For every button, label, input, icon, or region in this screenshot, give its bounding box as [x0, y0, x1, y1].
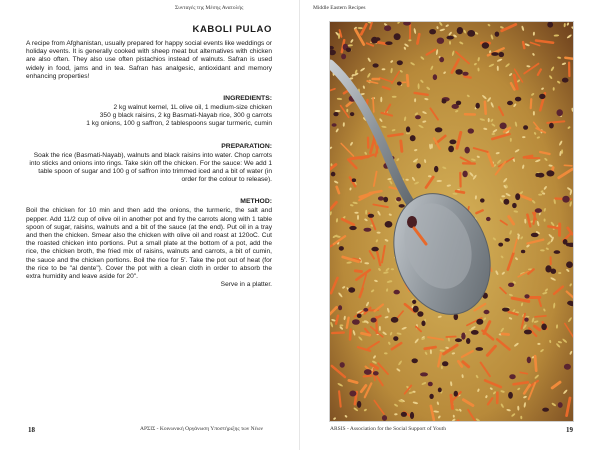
preparation-heading: PREPARATION: — [221, 142, 272, 150]
preparation-text: Soak the rice (Basmati-Nayab), walnuts and black raisins into water. Chop carrots into sticks and onions into rings. Take skin off the chicken. For the sauce: We add 1 table spoon of sugar and 100 g of saffron into trimmed iced and a bit of water (in order for the colour to release). — [29, 151, 272, 184]
page-number-right: 19 — [566, 426, 573, 434]
ingredient-line: 2 kg walnut kernel, 1L olive oil, 1 medium-size chicken — [113, 104, 272, 112]
ingredient-line: 1 kg onions, 100 g saffron, 2 tablespoons sugar turmeric, cumin — [86, 120, 272, 128]
page-number-left: 18 — [28, 426, 35, 434]
running-head-right: Middle Eastern Recipes — [313, 5, 366, 11]
ingredients-heading: INGREDIENTS: — [223, 95, 272, 103]
running-head-left: Συνταγές της Μέσης Ανατολής — [175, 5, 244, 11]
kaboli-pulao-photo — [329, 21, 574, 422]
method-heading: METHOD: — [240, 198, 272, 206]
ingredients-list — [26, 104, 272, 129]
method-text: Boil the chicken for 10 min and then add the onions, the turmeric, the salt and pepper. Add 11/2 cup of olive oil in another pot and fry the carrots along with 1 table spoon of sugar, raisins, walnuts and a bit of the sauce (at the end). Put oil in a tray and then the chicken. Smear also the chicken with olive oil and roast at 120oC. Cut the roasted chicken into portions. Put a small plate at the bottom of a pot, add the rice, the chicken broth, the fried mix of raisins, walnuts and carrots, a bit of cumin, the sauce and the chicken portions. Boil the rice for 5'. Take the pot out of heat (for the rice to be "al dente"). Cover the pot with a clean cloth in order to absorb the extra humidity and leave aside for 20". — [26, 207, 272, 281]
ingredient-line: 350 g black raisins, 2 kg Basmati-Nayab rice, 300 g carrots — [99, 112, 272, 120]
serve-note: Serve in a platter. — [220, 281, 272, 289]
footer-right: ARSIS - Association for the Social Support of Youth — [330, 426, 446, 432]
dish-photo-icon — [330, 22, 573, 421]
recipe-intro: A recipe from Afghanistan, usually prepared for happy social events like weddings or holiday events. It is generally cooked with sheep meat but alternatives with chicken are also often. They also use often pistachios instead of walnuts. Safran is used widely in food, jams and in tea. Safran has analgesic, antioxidant and memory enhancing properties! — [26, 40, 272, 80]
recipe-content — [26, 24, 272, 289]
right-page — [300, 0, 600, 450]
recipe-title: KABOLI PULAO — [192, 24, 272, 35]
footer-left: ΑΡΣΙΣ - Κοινωνική Οργάνωση Υποστήριξης των Νέων — [140, 426, 264, 432]
